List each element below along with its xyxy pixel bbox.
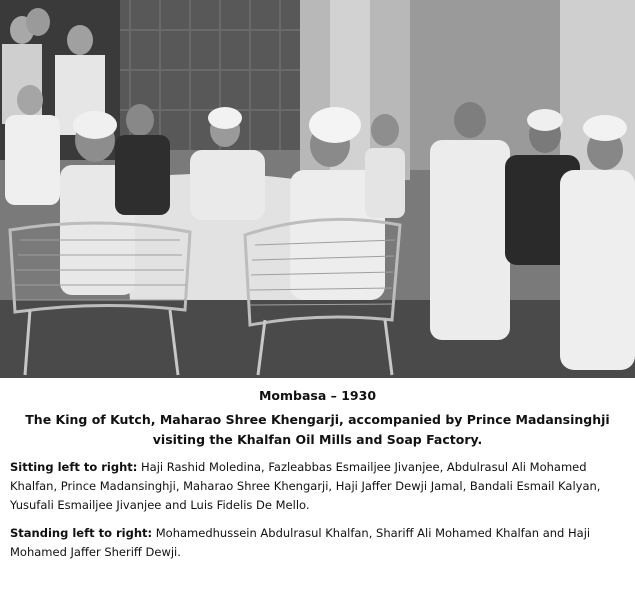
standing-names: Mohamedhussein Abdulrasul Khalfan, Shariff Ali Mohamed Khalfan and Haji Mohamed Jaffer Sheriff Dewji. (10, 526, 591, 559)
standing-label: Standing left to right: (10, 526, 153, 540)
sitting-names: Haji Rashid Moledina, Fazleabbas Esmailjee Jivanjee, Abdulrasul Ali Mohamed Khalfan, Prince Madansinghji, Maharao Shree Khengarji, Haji Jaffer Dewji Jamal, Bandali Esmail Kalyan, Yusufali Esmailjee Jivanjee and Luis Fidelis De Mello. (10, 460, 601, 512)
sitting-label: Sitting left to right: (10, 460, 138, 474)
standing-paragraph (10, 524, 625, 562)
caption-place-date: Mombasa – 1930 (258, 388, 377, 403)
caption (0, 388, 635, 562)
sitting-paragraph (10, 458, 625, 515)
caption-subtitle: The King of Kutch, Maharao Shree Khengarji, accompanied by Prince Madansinghji visiting the Khalfan Oil Mills and Soap Factory. (25, 412, 610, 447)
